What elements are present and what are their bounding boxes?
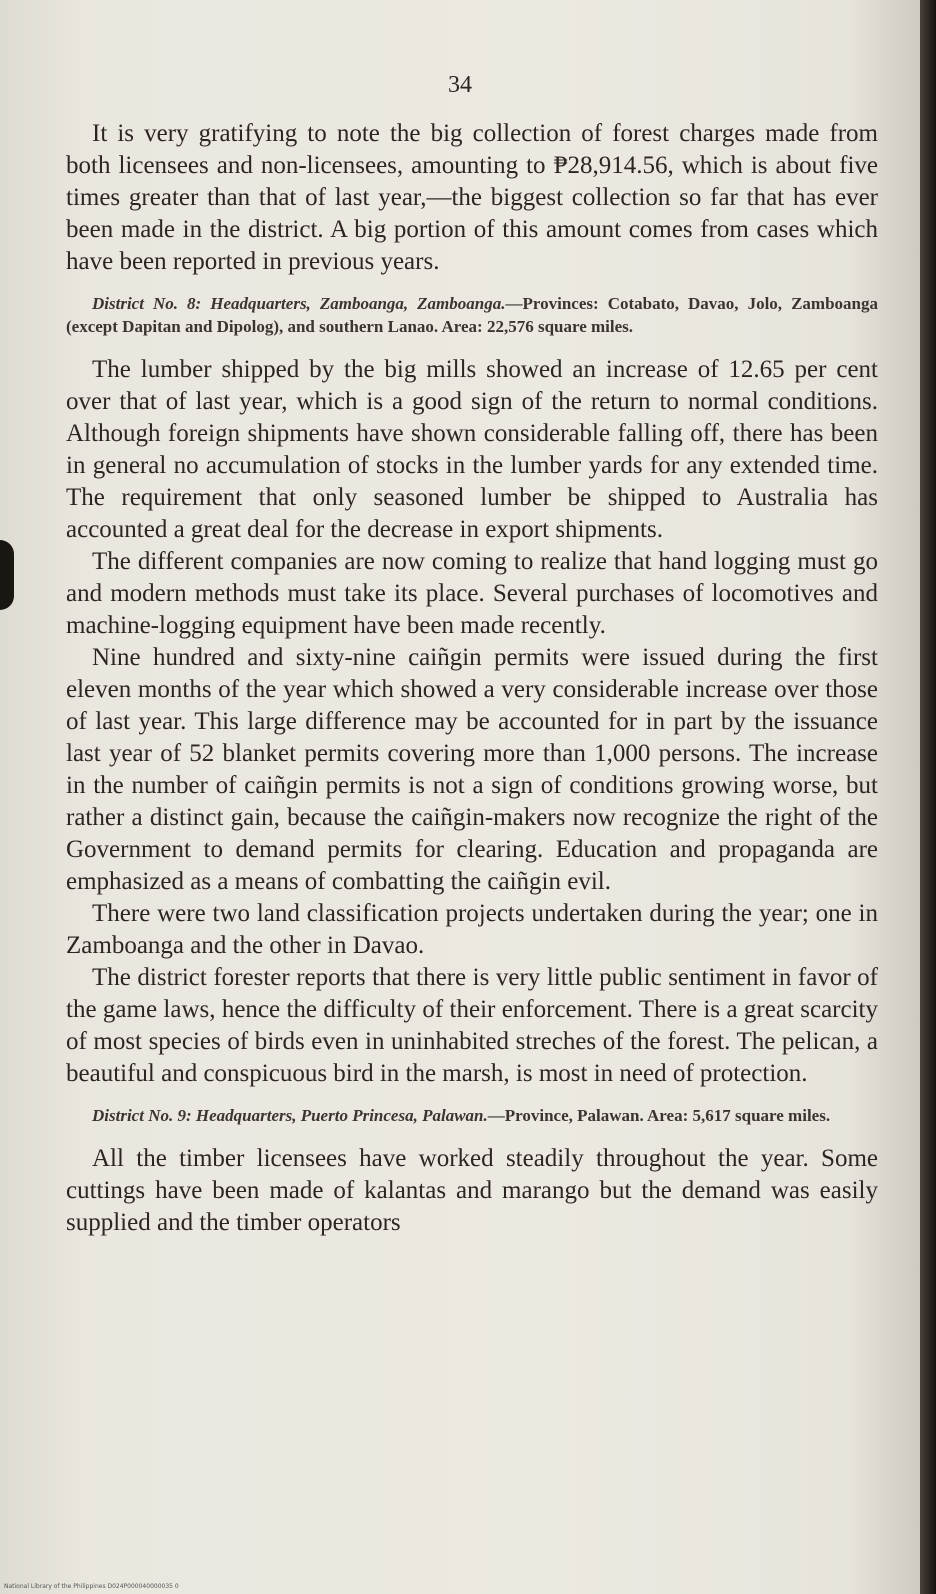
district-9-details: —Province, Palawan. Area: 5,617 square miles. — [487, 1106, 831, 1125]
paragraph-game-laws: The district forester reports that there is very little public sentiment in favor of the game laws, hence the difficulty of their enforcement. There is a great scarcity of most species of birds even in uninhabited streches of the forest. The pelican, a beautiful and conspicuous bird in the marsh, is most in need of protection. — [66, 964, 878, 1087]
paragraph-forest-charges: It is very gratifying to note the big collection of forest charges made from both licensees and non-licensees, amounting to ₱28,914.56, which is about five times greater than that of last year,—the biggest collection so far that has ever been made in the district. A big portion of this amount comes from cases which have been reported in previous years. — [66, 120, 878, 275]
paragraph-hand-logging: The different companies are now coming to realize that hand logging must go and modern methods must take its place. Several purchases of locomotives and machine-logging equipment have been made recently. — [66, 548, 878, 639]
paragraph-timber-licensees: All the timber licensees have worked steadily throughout the year. Some cuttings have been made of kalantas and marango but the demand was easily supplied and the timber operators — [66, 1145, 878, 1236]
scan-footer: National Library of the Philippines D024P000040000035 0 — [4, 1583, 179, 1590]
book-spine-edge — [920, 0, 936, 1594]
binding-tab — [0, 540, 14, 610]
page-body — [66, 118, 878, 1239]
paragraph-lumber-shipped: The lumber shipped by the big mills showed an increase of 12.65 per cent over that of last year, which is a good sign of the return to normal conditions. Although foreign shipments have shown considerable falling off, there has been in general no accumulation of stocks in the lumber yards for any extended time. The requirement that only seasoned lumber be shipped to Australia has accounted a great deal for the decrease in export shipments. — [66, 356, 878, 543]
paragraph-land-classification: There were two land classification projects undertaken during the year; one in Zamboanga and the other in Davao. — [66, 900, 878, 959]
paragraph-caingin-permits: Nine hundred and sixty-nine caiñgin permits were issued during the first eleven months of the year which showed a very considerable increase over those of last year. This large difference may be accounted for in part by the issuance last year of 52 blanket permits covering more than 1,000 persons. The increase in the number of caiñgin permits is not a sign of conditions growing worse, but rather a distinct gain, because the caiñgin-makers now recognize the right of the Government to demand permits for clearing. Education and propaganda are emphasized as a means of combatting the caiñgin evil. — [66, 644, 878, 895]
district-8-name: District No. 8: Headquarters, Zamboanga, Zamboanga. — [92, 294, 506, 313]
district-8-details: —Provinces: Cotabato, Davao, Jolo, Zamboanga (except Dapitan and Dipolog), and southern Lanao. Area: 22,576 square miles. — [66, 294, 878, 336]
district-9-heading — [66, 1104, 878, 1127]
district-8-heading — [66, 292, 878, 338]
district-9-name: District No. 9: Headquarters, Puerto Princesa, Palawan. — [92, 1106, 488, 1125]
page-number: 34 — [448, 72, 472, 98]
